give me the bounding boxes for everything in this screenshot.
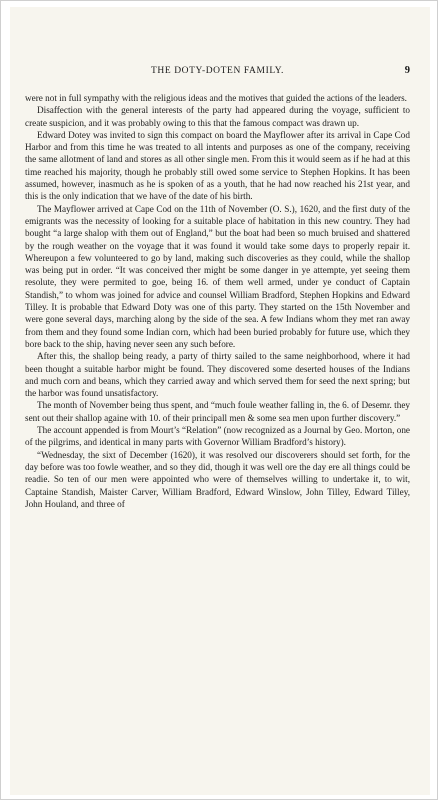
paragraph: After this, the shallop being ready, a party of thirty sailed to the same neighborhood, where it had been thought a suitable harbor might be found. They discovered some deserted houses of the Indians and much corn and beans, which they carried away and which served them for seed the next spring; but the harbor was found unsatisfactory. <box>25 351 410 399</box>
page-number: 9 <box>404 65 410 76</box>
paragraph: The Mayflower arrived at Cape Cod on the 11th of November (O. S.), 1620, and the first duty of the emigrants was the necessity of looking for a suitable place of habitation in this new country. They had bought “a large shalop with them out of England,” but the boat had been so much bruised and shattered by the rough weather on the voyage that it was found it would take some days to properly repair it. Whereupon a few volunteered to go by land, making such discoveries as they could, while the shallop was being put in order. “It was conceived ther might be some danger in ye attempte, yet seeing them resolute, they were permited to goe, being 16. of them well armed, under ye conduct of Captain Standish,” to whom was joined for advice and counsel William Bradford, Stephen Hopkins and Edward Tilley. It is probable that Edward Doty was one of this party. They started on the 15th November and were gone several days, marching along by the side of the sea. A few Indians whom they met ran away from them and they found some Indian corn, which had been buried probably for future use, which they bore back to the ship, having never seen any such before. <box>25 203 410 349</box>
paragraph: were not in full sympathy with the religious ideas and the motives that guided the actions of the leaders. <box>25 93 407 103</box>
paragraph: “Wednesday, the sixt of December (1620), it was resolved our discoverers should set forth, for the day before was too fowle weather, and so they did, though it was well ore the day ere all things could be readie. So ten of our men were appointed who were of themselves willing to undertake it, to wit, Captaine Standish, Maister Carver, William Bradford, Edward Winslow, John Tilley, Edward Tilley, John Houland, and three of <box>25 449 410 509</box>
running-head: THE DOTY-DOTEN FAMILY. <box>150 66 284 76</box>
body-text <box>25 92 410 510</box>
paragraph: Disaffection with the general interests of the party had appeared during the voyage, sufficient to create suspicion, and it was probably owing to this that the famous compact was drawn up. <box>25 105 410 128</box>
paragraph: The month of November being thus spent, and “much foule weather falling in, the 6. of Desemr. they sent out their shallop againe with 10. of their principall men & some sea men upon further discovery.” <box>25 400 410 423</box>
page-header <box>25 66 410 80</box>
paragraph: Edward Dotey was invited to sign this compact on board the Mayflower after its arrival in Cape Cod Harbor and from this time he was treated to all intents and purposes as one of the company, receiving the same allotment of land and stores as all other single men. From this it would seem as if he had at this time reached his majority, though he probably still owed some service to Stephen Hopkins. It has been assumed, however, inasmuch as he is spoken of as a youth, that he had now reached his 21st year, and this is the only indication that we have of the date of his birth. <box>25 129 410 202</box>
paragraph: The account appended is from Mourt’s “Relation” (now recognized as a Journal by Geo. Morton, one of the pilgrims, and identical in many parts with Governor William Bradford’s history). <box>25 425 410 448</box>
